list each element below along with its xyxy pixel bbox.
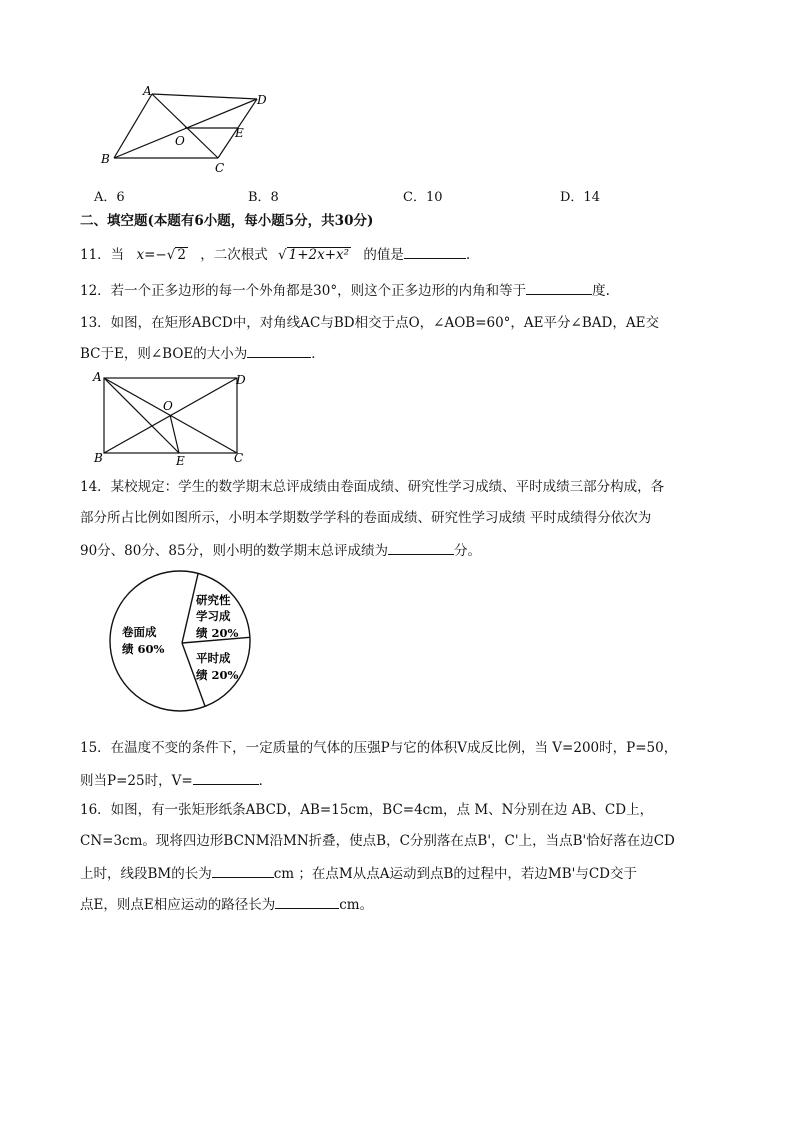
q16-line3b: cm ；在点M从点A运动到点B的过程中，若边MB'与CD交于 <box>273 866 638 882</box>
question-16-line3 <box>80 863 637 883</box>
q11-sqrt2: 2 <box>177 247 186 263</box>
rect-label-B: B <box>94 451 103 465</box>
pie-slices <box>110 571 250 711</box>
q12-text: 12．若一个正多边形的每一个外角都是30°，则这个正多边形的内角和等于 <box>80 283 527 299</box>
question-16-line2: CN=3cm。现将四边形BCNM沿MN折叠，使点B，C分别落在点B'，C'上，当点B'恰好落在边CD <box>80 833 675 849</box>
label-D: D <box>257 93 267 107</box>
question-13-line1: 13．如图，在矩形ABCD中，对角线AC与BD相交于点O，∠AOB=60°，AE平分∠BAD，AE交 <box>80 315 659 331</box>
q16-answer-blank-2[interactable] <box>275 894 339 909</box>
parallelogram-figure <box>95 82 285 177</box>
rectangle-figure <box>90 368 260 468</box>
option-c[interactable]: C．10 <box>403 190 443 205</box>
pie-label-s2c: 绩 20% <box>196 626 239 640</box>
q12-suffix: 度. <box>592 283 610 299</box>
q13-answer-blank[interactable] <box>247 343 311 358</box>
q15-line2-text: 则当P=25时，V= <box>80 773 193 789</box>
pie-chart <box>100 567 260 717</box>
q16-line4a: 点E，则点E相应运动的路径长为 <box>80 897 276 913</box>
q16-answer-blank-1[interactable] <box>212 863 274 878</box>
q16-line4b: cm。 <box>339 897 374 913</box>
section-heading: 二、填空题(本题有6小题，每小题5分，共30分) <box>80 213 374 229</box>
pie-label-s1a: 卷面成 <box>122 625 157 639</box>
question-11: 11．当 x=−√ 2 ，二次根式 √ 1+2x+x² 的值是 . <box>80 244 470 264</box>
q13-line2-text: BC于E，则∠BOE的大小为 <box>80 346 248 362</box>
q11-x-expr: x=− <box>136 247 167 263</box>
question-15-line1: 15．在温度不变的条件下，一定质量的气体的压强P与它的体积V成反比例，当 V=200时，P=50， <box>80 740 678 756</box>
rect-label-A: A <box>93 370 102 384</box>
question-14-line2: 部分所占比例如图所示，小明本学期数学学科的卷面成绩、研究性学习成绩 平时成绩得分依次为 <box>80 510 652 526</box>
q13-line2-end: ． <box>311 346 325 362</box>
pie-label-s1b: 绩 60% <box>122 642 165 656</box>
q15-answer-blank[interactable] <box>193 770 259 785</box>
question-12 <box>80 280 610 300</box>
q12-answer-blank[interactable] <box>526 280 592 295</box>
label-O: O <box>175 134 185 148</box>
pie-label-s2b: 学习成 <box>196 609 231 623</box>
label-E: E <box>235 126 244 140</box>
question-14-line1: 14．某校规定：学生的数学期末总评成绩由卷面成绩、研究性学习成绩、平时成绩三部分构成，各 <box>80 479 665 495</box>
label-B: B <box>101 152 110 166</box>
pie-label-s2a: 研究性 <box>196 593 231 607</box>
q11-prefix: 11．当 <box>80 247 125 263</box>
q14-line3-text: 90分、80分、85分，则小明的数学期末总评成绩为 <box>80 543 389 559</box>
question-16-line4 <box>80 894 373 914</box>
question-16-line1: 16．如图，有一张矩形纸条ABCD，AB=15cm，BC=4cm，点 M、N分别在边 AB、CD上， <box>80 802 654 818</box>
option-a[interactable]: A．6 <box>94 190 125 205</box>
question-14-line3 <box>80 540 481 560</box>
rect-label-E: E <box>176 454 185 468</box>
q11-answer-blank[interactable] <box>404 244 466 259</box>
option-d[interactable]: D．14 <box>560 190 600 205</box>
question-13-line2 <box>80 343 325 363</box>
label-C: C <box>215 161 225 175</box>
rect-label-C: C <box>234 451 244 465</box>
pie-label-s3a: 平时成 <box>196 651 231 665</box>
pie-outline <box>110 571 250 711</box>
pie-label-s3b: 绩 20% <box>196 668 239 682</box>
q14-line3-end: 分。 <box>454 543 482 559</box>
rect-label-D: D <box>236 373 246 387</box>
q14-answer-blank[interactable] <box>388 540 454 555</box>
rect-label-O: O <box>163 399 173 413</box>
label-A: A <box>143 84 152 98</box>
option-b[interactable]: B．8 <box>248 190 279 205</box>
q16-line3a: 上时，线段BM的长为 <box>80 866 212 882</box>
q15-line2-end: ． <box>258 773 273 789</box>
q11-mid: ，二次根式 <box>200 247 268 263</box>
q11-radicand: 1+2x+x² <box>288 247 350 263</box>
q11-suffix: 的值是 <box>363 247 404 263</box>
question-15-line2 <box>80 770 272 790</box>
